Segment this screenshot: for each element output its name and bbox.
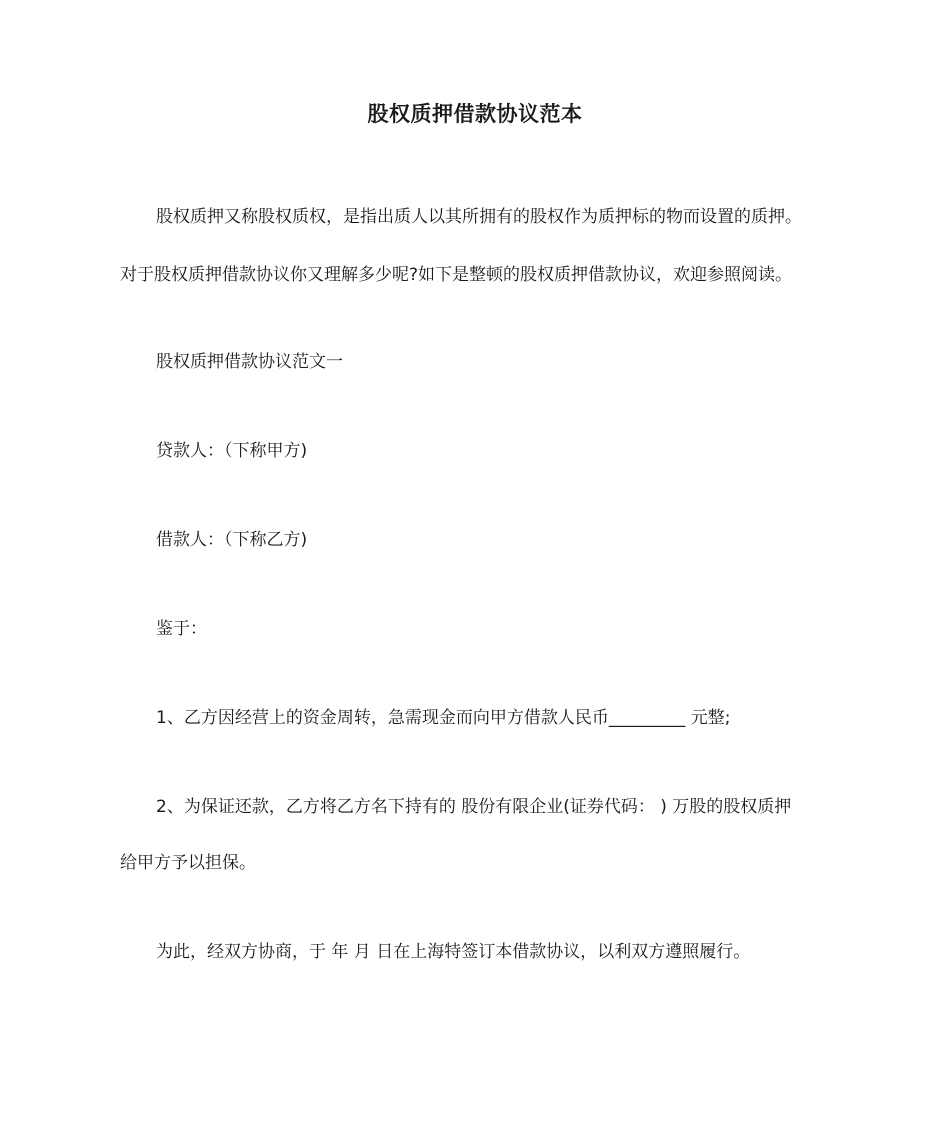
borrower-line: 借款人：（下称乙方): [156, 530, 308, 550]
clause-2-line-1: 2、为保证还款，乙方将乙方名下持有的 股份有限企业(证券代码： ) 万股的股权质押: [156, 797, 792, 817]
clause-1: 1、乙方因经营上的资金周转，急需现金而向甲方借款人民币_________ 元整;: [156, 708, 731, 728]
conclusion-line: 为此，经双方协商，于 年 月 日在上海特签订本借款协议，以利双方遵照履行。: [156, 942, 751, 962]
whereas-line: 鉴于：: [156, 619, 207, 639]
lender-line: 贷款人：（下称甲方): [156, 441, 308, 461]
intro-line-1: 股权质押又称股权质权，是指出质人以其所拥有的股权作为质押标的物而设置的质押。: [156, 207, 802, 227]
document-title: 股权质押借款协议范本: [367, 102, 583, 126]
clause-2-line-2: 给甲方予以担保。: [120, 853, 256, 873]
intro-line-2: 对于股权质押借款协议你又理解多少呢?如下是整顿的股权质押借款协议，欢迎参照阅读。: [120, 265, 793, 285]
section-heading: 股权质押借款协议范文一: [156, 352, 343, 372]
